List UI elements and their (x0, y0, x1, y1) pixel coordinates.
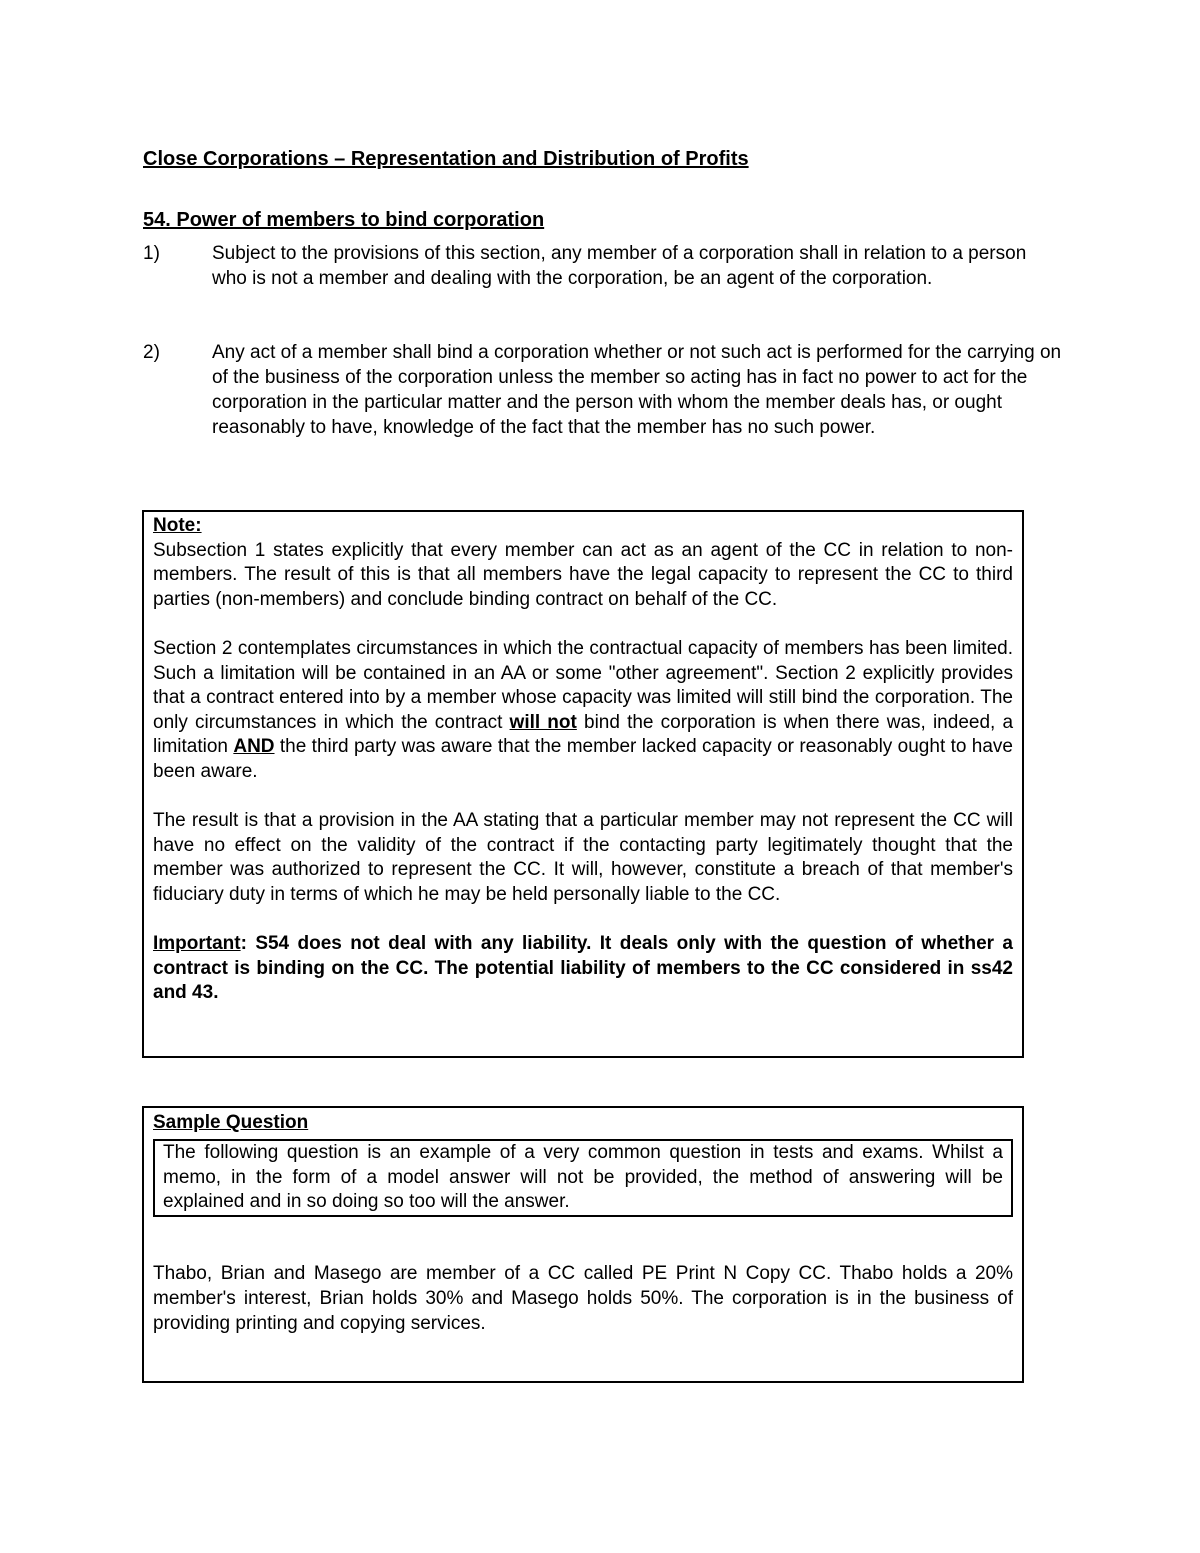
sample-question-box (142, 1106, 1024, 1383)
clause-text: Subject to the provisions of this section, any member of a corporation shall in relation to a person who is not a member and dealing with the corporation, be an agent of the corporation. (212, 243, 1027, 289)
important-label: Important (153, 933, 241, 955)
emphasis-and: AND (233, 736, 275, 758)
important-paragraph: Important: S54 does not deal with any liability. It deals only with the question of whether a contract is binding on the CC. The potential liability of members to the CC considered in ss42 and 43. (153, 933, 1013, 1004)
clause-number: 1) (143, 243, 160, 264)
question-text: Thabo, Brian and Masego are member of a CC called PE Print N Copy CC. Thabo holds a 20% member's interest, Brian holds 30% and Masego holds 50%. The corporation is in the business of providing printing and copying services. (153, 1262, 1013, 1334)
clause-item (143, 340, 1063, 440)
note-paragraph: Section 2 contemplates circumstances in which the contractual capacity of members has been limited. Such a limitation will be contained in an AA or some "other agreement". Section 2 explicitly provides that a contract entered into by a member whose capacity was limited will still bind the corporation. The only circumstances in which the contract will not bind the corporation is when there was, indeed, a limitation AND the third party was aware that the member lacked capacity or reasonably ought to have been aware. (153, 637, 1014, 782)
note-box (142, 510, 1024, 1058)
clause-item (143, 241, 1063, 291)
clause-text: Any act of a member shall bind a corporation whether or not such act is performed for the carrying on of the business of the corporation unless the member so acting has in fact no power to act for the corporation in the particular matter and the person with whom the member deals has, or ought reasonably to have, knowledge of the fact that the member has no such power. (212, 342, 1062, 438)
page-title: Close Corporations – Representation and Distribution of Profits (143, 148, 749, 170)
clause-number: 2) (143, 342, 160, 363)
note-heading: Note: (153, 515, 202, 536)
note-paragraph: The result is that a provision in the AA stating that a particular member may not represent the CC will have no effect on the validity of the contract if the contacting party legitimately thought that the member was authorized to represent the CC. It will, however, constitute a breach of that member's fiduciary duty in terms of which he may be held personally liable to the CC. (153, 810, 1013, 905)
note-paragraph: Subsection 1 states explicitly that every member can act as an agent of the CC in relation to non-members. The result of this is that all members have the legal capacity to represent the CC to third parties (non-members) and conclude binding contract on behalf of the CC. (153, 539, 1013, 610)
instruction-box (153, 1139, 1013, 1217)
emphasis-will-not: will not (509, 711, 577, 733)
section-heading: 54. Power of members to bind corporation (143, 209, 545, 231)
instruction-text: The following question is an example of a very common question in tests and exams. Whilst a memo, in the form of a model answer will not be provided, the method of answering will be explained and in so doing so too will the answer. (163, 1142, 1003, 1212)
sample-question-heading: Sample Question (153, 1112, 309, 1133)
